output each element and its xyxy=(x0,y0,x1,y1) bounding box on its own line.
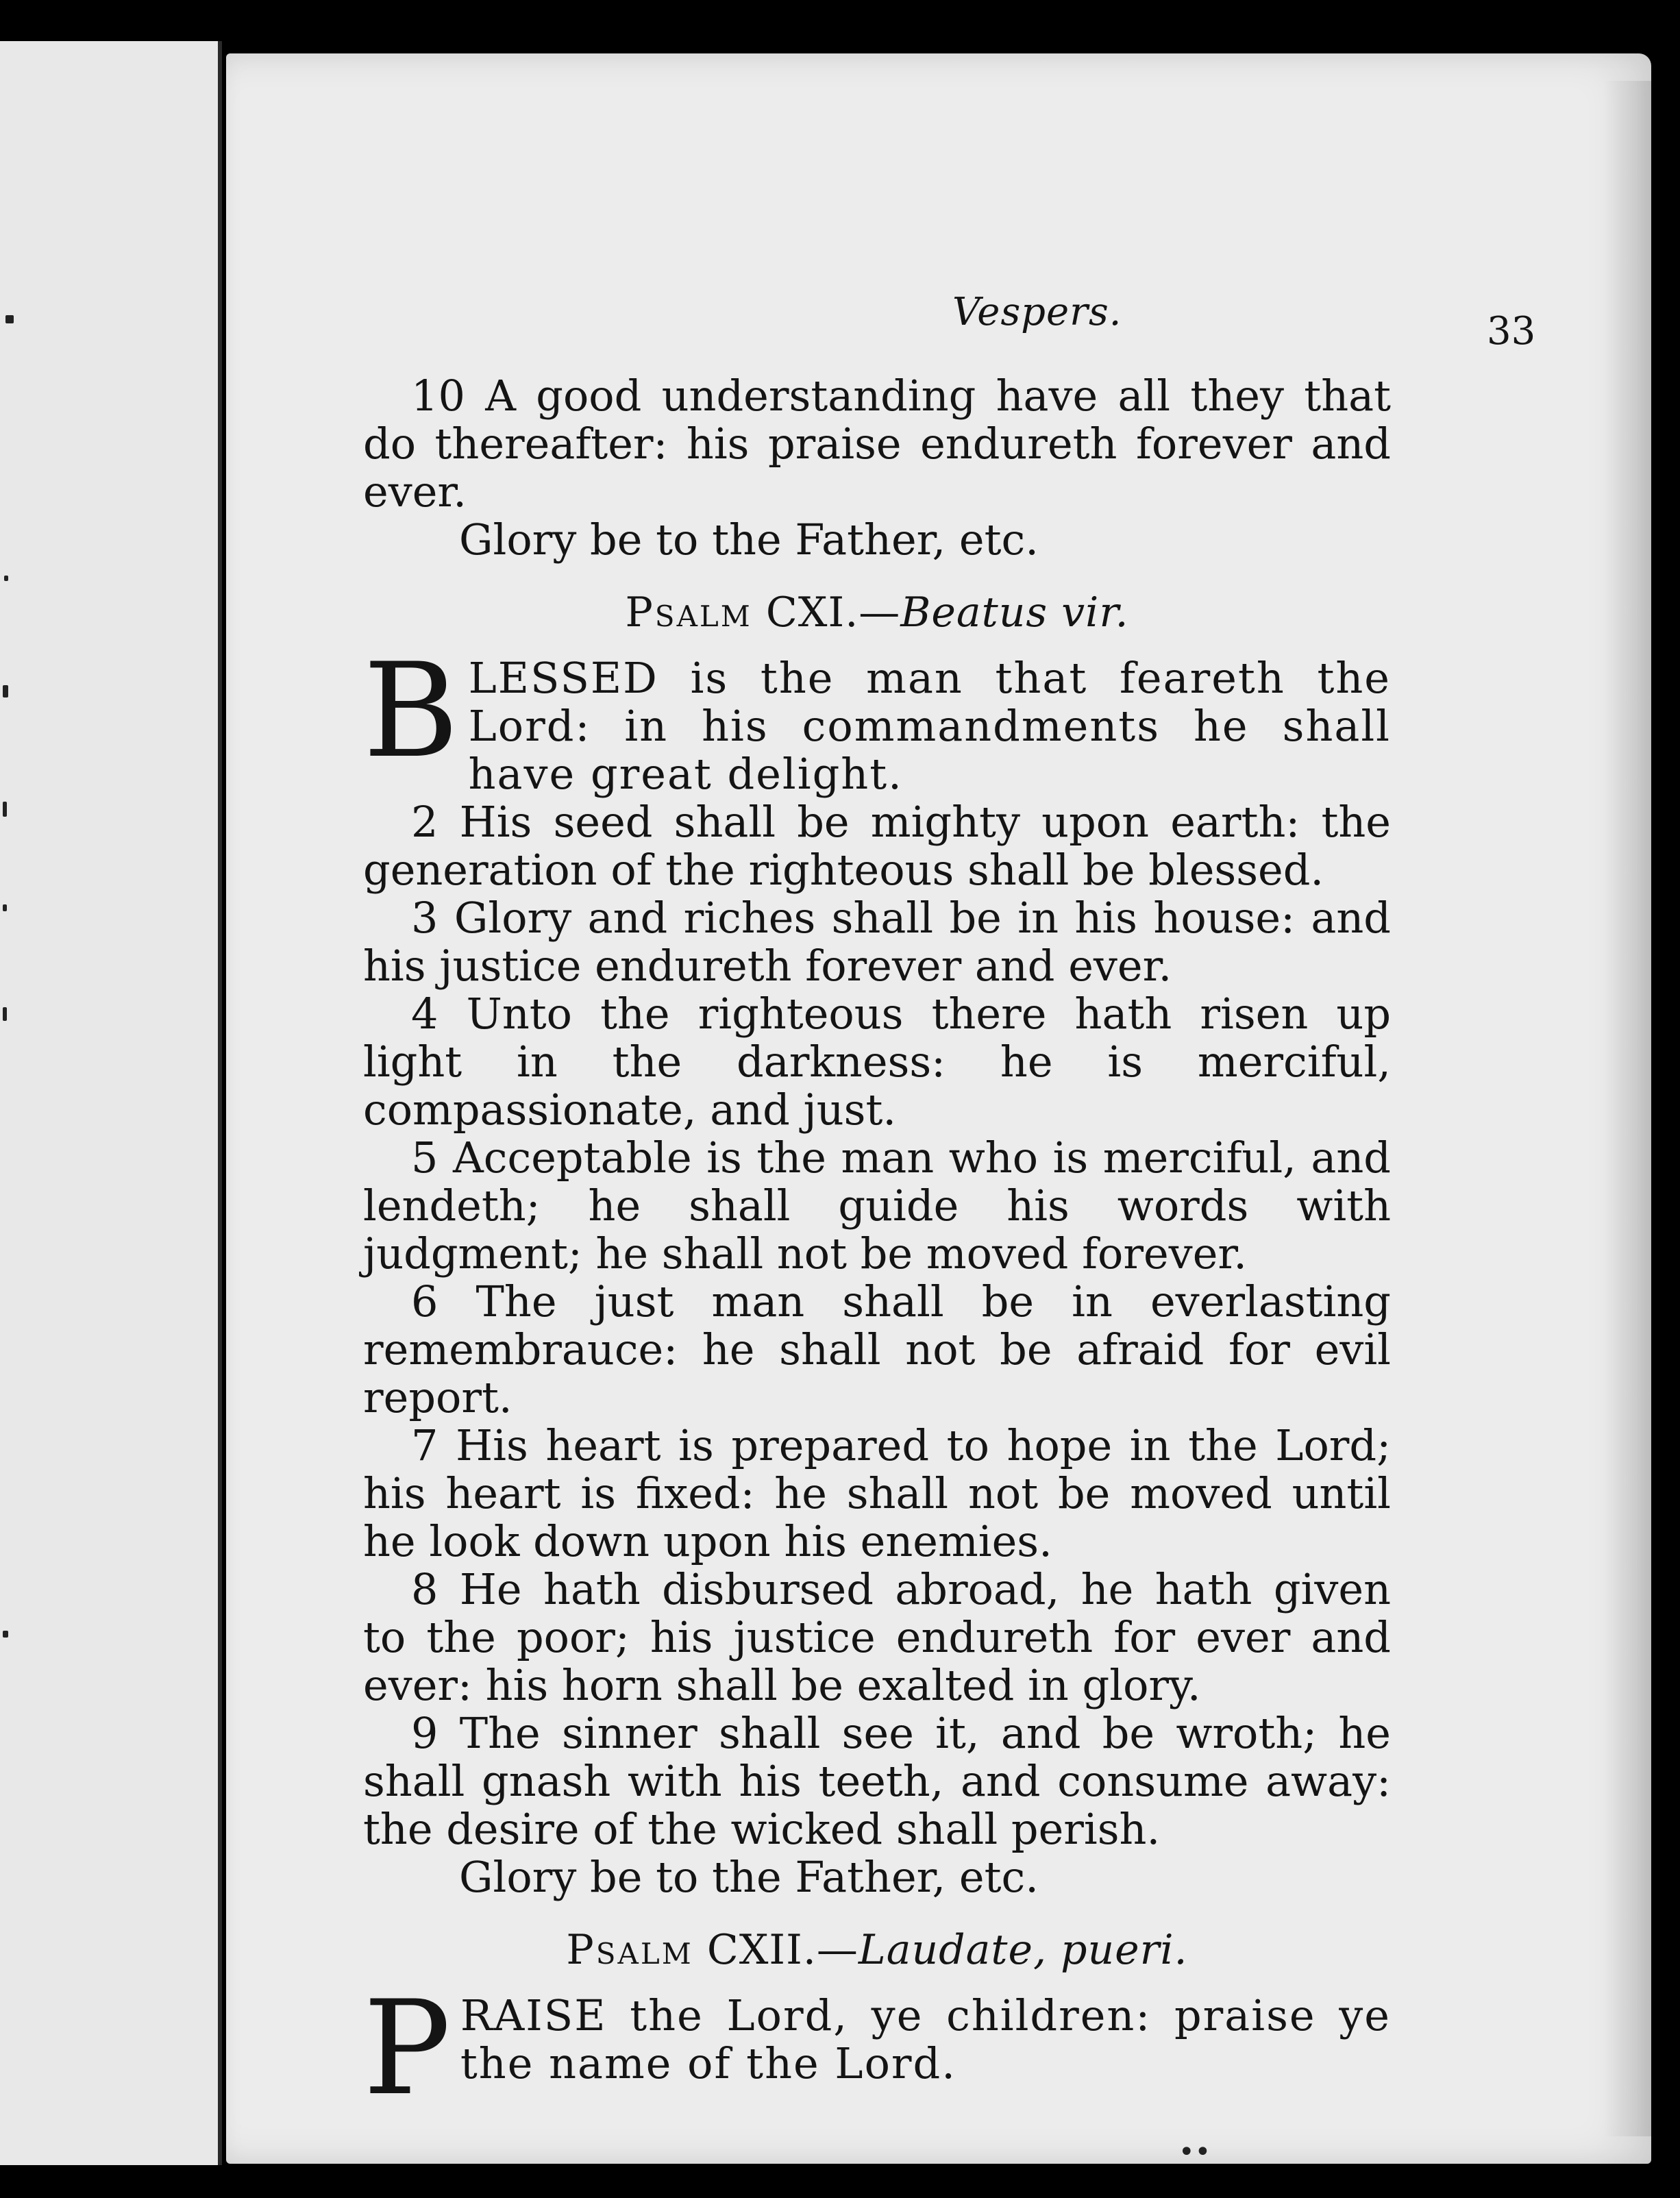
psalm-title: Beatus vir. xyxy=(900,589,1129,637)
psalm-111-verse-2 xyxy=(363,798,1391,894)
verse-text: He hath disbursed abroad, he hath given to the poor; his justice endureth for ever and ever: his horn shall be exalted in glory. xyxy=(363,1564,1392,1710)
psalm-word: Psalm xyxy=(625,589,752,637)
page-speck xyxy=(3,1631,8,1638)
psalm-word: Psalm xyxy=(566,1926,693,1974)
psalm-111-heading xyxy=(363,589,1391,637)
psalm-112-heading xyxy=(363,1926,1391,1974)
verse-number: 4 xyxy=(411,989,438,1039)
page-speck xyxy=(3,1007,7,1021)
verse-number: 6 xyxy=(411,1276,438,1326)
footer-ornament: •• xyxy=(1178,2136,1211,2168)
verse-text: Glory and riches shall be in his house: and his justice endureth forever and ever. xyxy=(363,893,1391,991)
verses-column xyxy=(363,371,1392,2124)
verse-text: Acceptable is the man who is merciful, and lendeth; he shall guide his words with judgment; he shall not be moved forever. xyxy=(363,1133,1391,1279)
page-speck xyxy=(5,315,14,323)
page-speck xyxy=(4,576,8,581)
book-page xyxy=(226,53,1651,2168)
gloria-patri: Glory be to the Father, etc. xyxy=(459,515,1039,565)
verse-text: RAISE the Lord, ye children: praise ye the name of the Lord. xyxy=(460,1990,1391,2088)
psalm-111-verse-8 xyxy=(363,1566,1391,1709)
psalm-111-verse-7 xyxy=(363,1422,1391,1566)
verse-text: The just man shall be in everlasting remembrauce: he shall not be afraid for evil report. xyxy=(363,1276,1392,1422)
verse-number: 8 xyxy=(411,1564,438,1614)
running-title: Vespers. xyxy=(952,290,1122,334)
page-speck xyxy=(3,685,8,697)
verse-text: A good understanding have all they that do thereafter: his praise endureth forever and ever. xyxy=(363,371,1391,517)
verse-number: 9 xyxy=(411,1708,438,1758)
page-speck xyxy=(3,802,7,817)
previous-page-edge xyxy=(0,41,222,2165)
verse-number: 3 xyxy=(411,893,438,943)
psalm-112-verse-1 xyxy=(363,1973,1391,2124)
psalm-title: Laudate, pueri. xyxy=(858,1926,1188,1974)
verse-text: The sinner shall see it, and be wroth; he shall gnash with his teeth, and consume away: the desire of the wicked shall perish. xyxy=(363,1708,1391,1854)
running-head xyxy=(363,290,1596,358)
verse-text: LESSED is the man that feareth the Lord: in his commandments he shall have great delight. xyxy=(468,653,1391,799)
verse-number: 5 xyxy=(411,1133,438,1183)
page-number: 33 xyxy=(1487,309,1536,354)
drop-cap: P xyxy=(363,1973,451,2124)
verse-number: 2 xyxy=(411,797,438,847)
page-edge-shadow xyxy=(1603,81,1651,2136)
psalm-111-verse-3 xyxy=(363,894,1391,990)
psalm-111-verse-6 xyxy=(363,1278,1391,1422)
verse-number: 10 xyxy=(411,371,465,421)
verse-10 xyxy=(363,372,1391,516)
psalm-111-verse-4 xyxy=(363,990,1391,1134)
verse-text: His heart is prepared to hope in the Lord; his heart is fixed: he shall not be moved until he look down upon his enemies. xyxy=(363,1420,1391,1566)
psalm-111-verse-5 xyxy=(363,1134,1391,1278)
psalm-number: CXI.— xyxy=(765,589,901,637)
verse-number: 7 xyxy=(411,1420,438,1470)
verse-text: Unto the righteous there hath risen up light in the darkness: he is merciful, compassionate, and just. xyxy=(363,989,1392,1135)
verse-text: His seed shall be mighty upon earth: the generation of the righteous shall be blessed. xyxy=(363,797,1391,895)
gloria-patri: Glory be to the Father, etc. xyxy=(459,1852,1039,1902)
psalm-111-verse-1 xyxy=(363,635,1391,799)
drop-cap: B xyxy=(363,635,459,787)
psalm-number: CXII.— xyxy=(706,1926,858,1974)
page-speck xyxy=(3,904,7,911)
psalm-111-verse-9 xyxy=(363,1709,1391,1853)
